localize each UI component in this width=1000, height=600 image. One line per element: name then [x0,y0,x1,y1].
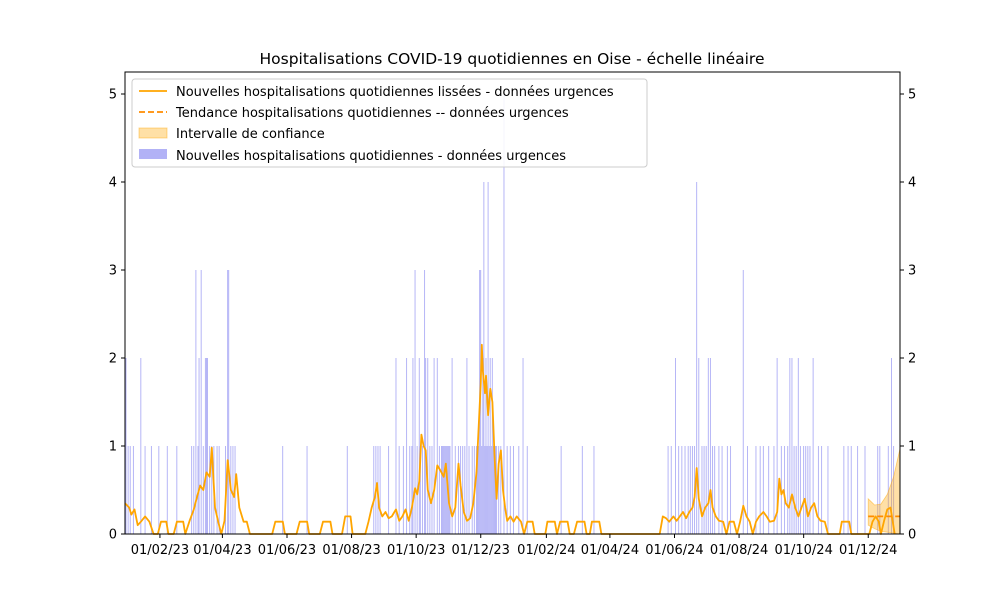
y-tick-label-left: 1 [108,439,117,455]
daily-bar [347,446,348,534]
legend-swatch-interval [139,128,167,138]
daily-bar [483,182,484,534]
daily-bar [158,446,159,534]
daily-bar [482,358,483,534]
y-tick-label-right: 4 [908,175,917,191]
daily-bar [380,446,381,534]
x-tick-label: 01/06/23 [257,543,317,558]
daily-bar [432,446,433,534]
daily-bar [688,446,689,534]
legend-label-interval: Intervalle de confiance [176,127,325,142]
y-tick-label-right: 5 [908,87,917,103]
x-axis [131,534,898,558]
daily-bar [727,446,728,534]
daily-bar [491,446,492,534]
daily-bar [450,446,451,534]
daily-bar [796,446,797,534]
daily-bar [510,446,511,534]
daily-bar [489,446,490,534]
x-tick-label: 01/02/24 [517,543,576,558]
daily-bar [827,446,828,534]
daily-bar [442,446,443,534]
daily-bar [704,446,705,534]
daily-bar [441,446,442,534]
y-tick-label-left: 5 [108,87,117,103]
daily-bar [487,446,488,534]
daily-bar [714,446,715,534]
daily-bar [763,446,764,534]
y-tick-label-left: 0 [108,527,117,543]
legend-label-bars: Nouvelles hospitalisations quotidiennes - données urgences [176,149,566,164]
chart-title: Hospitalisations COVID-19 quotidiennes en Oise - échelle linéaire [259,50,765,68]
daily-bar [800,446,801,534]
daily-bar [133,446,134,534]
daily-bar [443,446,444,534]
daily-bar [406,358,407,534]
daily-bar [411,446,412,534]
daily-bar [458,446,459,534]
daily-bar [422,446,423,534]
daily-bar [803,446,804,534]
daily-bar [807,446,808,534]
x-tick-label: 01/10/24 [774,543,833,558]
daily-bar [462,446,463,534]
daily-bar [439,446,440,534]
daily-bar [130,446,131,534]
daily-bar [747,446,748,534]
y-axis-left [109,88,125,543]
y-tick-label-left: 2 [108,351,117,367]
daily-bar [199,358,200,534]
daily-bar [484,446,485,534]
legend-label-smoothed: Nouvelles hospitalisations quotidiennes lissées - données urgences [176,85,614,100]
daily-bar [787,446,788,534]
y-tick-label-right: 1 [908,439,917,455]
daily-bar [206,358,207,534]
y-tick-label-right: 3 [908,263,917,279]
daily-bar [193,446,194,534]
daily-bar [791,358,792,534]
daily-bar [228,270,229,534]
daily-bar [813,358,814,534]
daily-bar [681,446,682,534]
daily-bar [151,446,152,534]
y-tick-label-left: 4 [108,175,117,191]
daily-bar [373,446,374,534]
daily-bar [205,358,206,534]
daily-bar [523,358,524,534]
daily-bar [128,446,129,534]
x-tick-label: 01/04/24 [580,543,640,558]
daily-bar [798,358,799,534]
daily-bar [444,446,445,534]
y-axis-right [900,88,916,543]
daily-bar [712,446,713,534]
y-tick-label-left: 3 [108,263,117,279]
legend-swatch-bars [139,149,167,159]
daily-bar [167,446,168,534]
daily-bar [425,358,426,534]
daily-bar [857,446,858,534]
daily-bar [191,446,192,534]
daily-bar [403,446,404,534]
daily-bar [698,358,699,534]
x-tick-label: 01/10/23 [386,543,446,558]
daily-bar [434,358,435,534]
daily-bar [708,358,709,534]
legend-label-trend: Tendance hospitalisations quotidiennes -- données urgences [176,106,569,121]
x-tick-label: 01/04/23 [193,543,252,558]
daily-bar [851,446,852,534]
daily-bar [469,446,470,534]
daily-bar [488,182,489,534]
x-tick-label: 01/06/24 [645,543,704,558]
daily-bar [685,446,686,534]
daily-bar [455,446,456,534]
daily-bar [493,446,494,534]
daily-bar [464,446,465,534]
daily-bar [232,446,233,534]
daily-bar [818,446,819,534]
daily-bar [472,446,473,534]
x-tick-label: 01/08/24 [709,543,769,558]
daily-bar [437,358,438,534]
daily-bar [207,358,208,534]
daily-bar [481,446,482,534]
daily-bar [419,358,420,534]
daily-bar [490,358,491,534]
x-tick-label: 01/12/23 [451,543,510,558]
daily-bar [201,270,202,534]
daily-bar [424,270,425,534]
x-tick-label: 01/08/23 [322,543,381,558]
daily-bar [678,446,679,534]
daily-bar [140,358,141,534]
daily-bar [760,446,761,534]
daily-bar [701,446,702,534]
daily-bar [690,446,691,534]
daily-bar [478,446,479,534]
x-tick-label: 01/12/24 [839,543,898,558]
daily-bar [227,270,228,534]
daily-bar [809,446,810,534]
daily-bar [126,358,127,534]
y-tick-label-right: 0 [908,527,917,543]
daily-bar [743,270,744,534]
daily-bar [145,446,146,534]
daily-bar [692,446,693,534]
daily-bar [675,358,676,534]
daily-bar [396,358,397,534]
daily-bar [195,270,196,534]
daily-bar [466,358,467,534]
daily-bar [706,446,707,534]
x-tick-label: 01/02/23 [130,543,190,558]
daily-bar [794,446,795,534]
daily-bar [388,446,389,534]
daily-bar [445,446,446,534]
daily-bar [209,446,210,534]
legend [132,79,647,167]
daily-bar [427,358,428,534]
daily-bar [429,446,430,534]
daily-bar [805,446,806,534]
daily-bar [452,358,453,534]
daily-bar [492,358,493,534]
y-tick-label-right: 2 [908,351,917,367]
daily-bar [865,446,866,534]
daily-bar [710,358,711,534]
